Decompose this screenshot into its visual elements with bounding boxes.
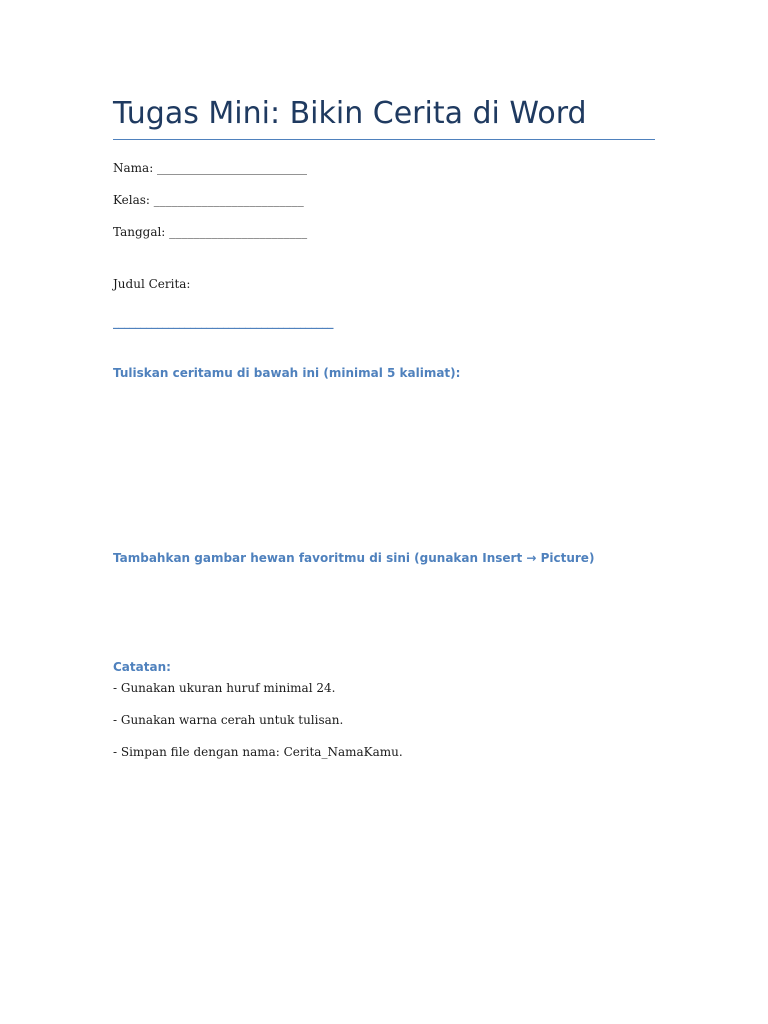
section-story-heading: Tuliskan ceritamu di bawah ini (minimal 5 kalimat): <box>113 366 461 380</box>
notes-heading: Catatan: <box>113 660 171 674</box>
note-item: - Gunakan warna cerah untuk tulisan. <box>113 713 344 727</box>
field-kelas: Kelas: _________________________ <box>113 193 304 207</box>
judul-cerita-line: ________________________________________ <box>113 315 333 329</box>
field-tanggal: Tanggal: _______________________ <box>113 225 308 239</box>
field-nama: Nama: _________________________ <box>113 161 308 175</box>
document-title: Tugas Mini: Bikin Cerita di Word <box>113 96 587 131</box>
section-picture-heading: Tambahkan gambar hewan favoritmu di sini (gunakan Insert → Picture) <box>113 551 595 565</box>
note-item: - Gunakan ukuran huruf minimal 24. <box>113 681 336 695</box>
note-item: - Simpan file dengan nama: Cerita_NamaKamu. <box>113 745 403 759</box>
judul-cerita-label: Judul Cerita: <box>113 277 191 291</box>
title-underline <box>113 139 655 140</box>
